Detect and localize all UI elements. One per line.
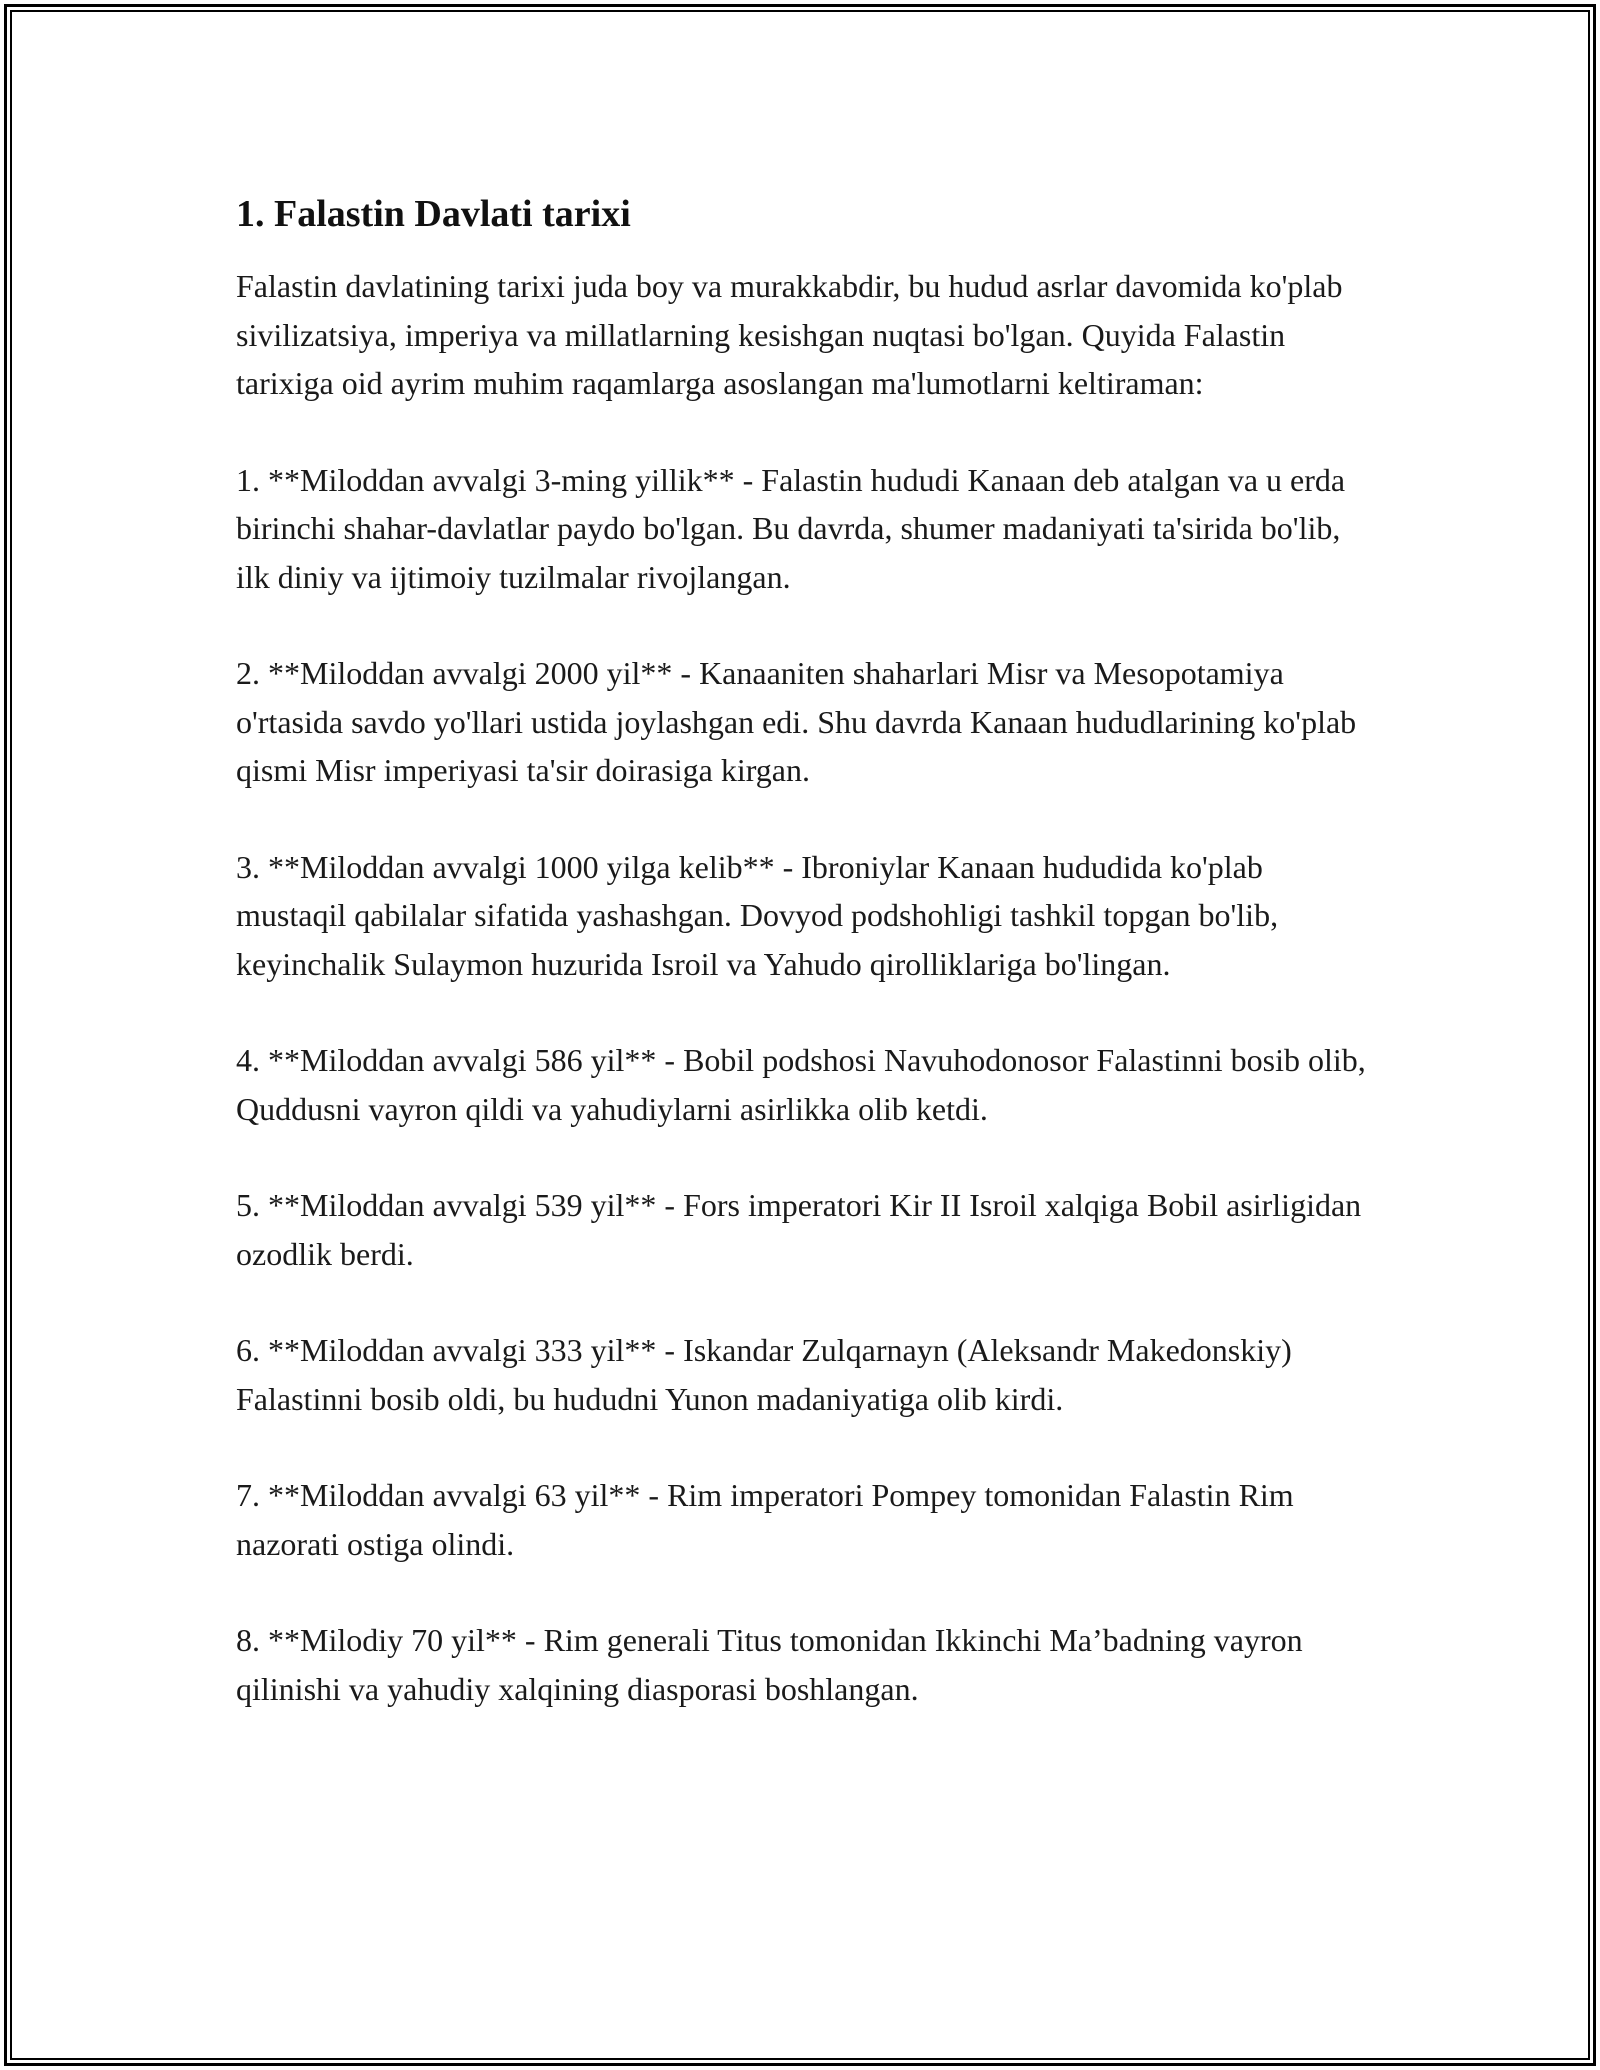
- list-item-6: 6. **Miloddan avvalgi 333 yil** - Iskandar Zulqarnayn (Aleksandr Makedonskiy) Falastinni bosib oldi, bu hududni Yunon madaniyatiga olib kirdi.: [236, 1332, 1292, 1417]
- document-body: [236, 188, 1376, 1761]
- list-item-2: 2. **Miloddan avvalgi 2000 yil** - Kanaaniten shaharlari Misr va Mesopotamiya o'rtasida savdo yo'llari ustida joylashgan edi. Shu davrda Kanaan hududlarining ko'plab qismi Misr imperiyasi ta'sir doirasiga kirgan.: [236, 655, 1357, 788]
- list-item-8: 8. **Milodiy 70 yil** - Rim generali Titus tomonidan Ikkinchi Ma’badning vayron qilinishi va yahudiy xalqining diasporasi boshlangan.: [236, 1622, 1303, 1707]
- list-item-7: 7. **Miloddan avvalgi 63 yil** - Rim imperatori Pompey tomonidan Falastin Rim nazorati ostiga olindi.: [236, 1477, 1294, 1562]
- list-item-4: 4. **Miloddan avvalgi 586 yil** - Bobil podshosi Navuhodonosor Falastinni bosib olib, Quddusni vayron qildi va yahudiylarni asirlikka olib ketdi.: [236, 1042, 1366, 1127]
- document-heading: 1. Falastin Davlati tarixi: [236, 193, 631, 235]
- list-item-5: 5. **Miloddan avvalgi 539 yil** - Fors imperatori Kir II Isroil xalqiga Bobil asirligidan ozodlik berdi.: [236, 1187, 1362, 1272]
- list-item-1: 1. **Miloddan avvalgi 3-ming yillik** - Falastin hududi Kanaan deb atalgan va u erda birinchi shahar-davlatlar paydo bo'lgan. Bu davrda, shumer madaniyati ta'sirida bo'lib, ilk diniy va ijtimoiy tuzilmalar rivojlangan.: [236, 461, 1346, 595]
- list-item-3: 3. **Miloddan avvalgi 1000 yilga kelib** - Ibroniylar Kanaan hududida ko'plab mustaqil qabilalar sifatida yashashgan. Dovyod podshohligi tashkil topgan bo'lib, keyinchalik Sulaymon huzurida Isroil va Yahudo qirolliklariga bo'lingan.: [236, 848, 1279, 982]
- intro-paragraph: Falastin davlatining tarixi juda boy va murakkabdir, bu hudud asrlar davomida ko'plab sivilizatsiya, imperiya va millatlarning kesishgan nuqtasi bo'lgan. Quyida Falastin tarixiga oid ayrim muhim raqamlarga asoslangan ma'lumotlarni keltiraman:: [236, 268, 1343, 401]
